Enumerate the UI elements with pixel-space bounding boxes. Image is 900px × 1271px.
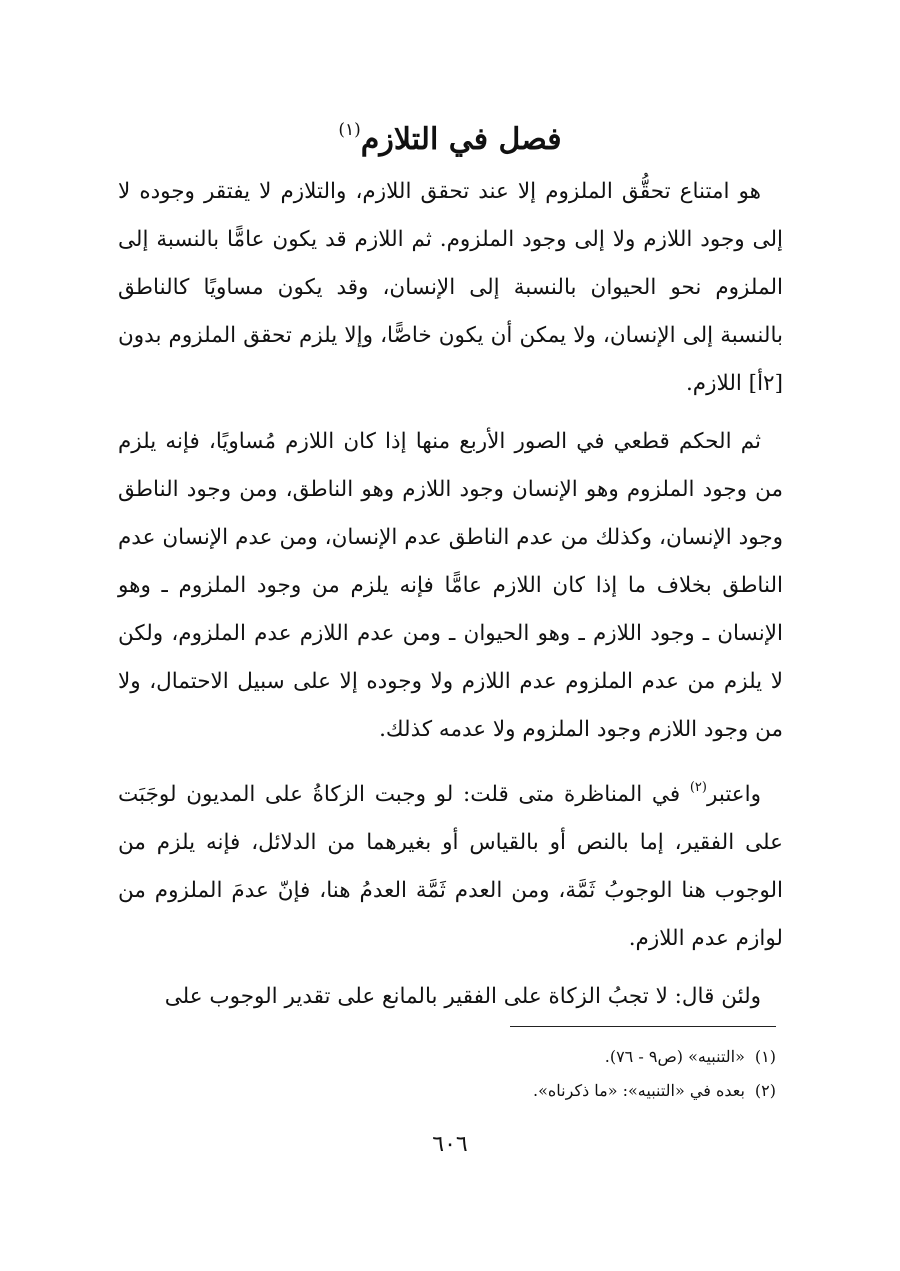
paragraph-3 <box>118 764 783 963</box>
paragraph-3-rest: في المناظرة متى قلت: لو وجبت الزكاةُ على المديون لوجَبَت على الفقير، إما بالنص أو بالقياس أو بغيرهما من الدلائل، فإنه يلزم من الوجوب هنا الوجوبُ ثَمَّة، ومن العدم ثَمَّة العدمُ هنا، فإنّ عدمَ الملزوم من لوازم عدم اللازم. <box>118 782 783 951</box>
page-number: ٦٠٦ <box>432 1132 468 1157</box>
chapter-heading-text: فصل في التلازم <box>360 122 562 157</box>
footnote-divider <box>510 1026 776 1027</box>
footnote-number: (١) <box>754 1047 776 1066</box>
main-text <box>118 168 783 1021</box>
footnote-number: (٢) <box>754 1081 776 1100</box>
paragraph-1: هو امتناع تحقُّق الملزوم إلا عند تحقق اللازم، والتلازم لا يفتقر وجوده لا إلى وجود اللازم ولا إلى وجود الملزوم. ثم اللازم قد يكون عامًّا بالنسبة إلى الملزوم نحو الحيوان بالنسبة إلى الإنسان، وقد يكون مساويًا كالناطق بالنسبة إلى الإنسان، ولا يمكن أن يكون خاصًّا، وإلا يلزم تحقق الملزوم بدون [٢أ] اللازم. <box>118 179 783 396</box>
chapter-heading <box>0 108 900 162</box>
footnote-text: «التنبيه» (ص٩ - ٧٦). <box>604 1047 745 1066</box>
footnote-ref-1: (١) <box>338 120 361 140</box>
footnote-ref-2: (٢) <box>689 780 707 795</box>
footnote-2 <box>430 1074 776 1108</box>
paragraph-3-start: واعتبر <box>706 782 761 807</box>
footnote-text: بعده في «التنبيه»: «ما ذكرناه». <box>533 1081 745 1100</box>
paragraph-2: ثم الحكم قطعي في الصور الأربع منها إذا كان اللازم مُساويًا، فإنه يلزم من وجود الملزوم وهو الإنسان وجود اللازم وهو الناطق، ومن وجود الناطق وجود الإنسان، وكذلك من عدم الناطق عدم الإنسان، ومن عدم الإنسان عدم الناطق بخلاف ما إذا كان اللازم عامًّا فإنه يلزم من وجود الملزوم ـ وهو الإنسان ـ وجود اللازم ـ وهو الحيوان ـ ومن عدم اللازم عدم الملزوم، ولكن لا يلزم من عدم الملزوم عدم اللازم ولا وجوده إلا على سبيل الاحتمال، ولا من وجود اللازم وجود الملزوم ولا عدمه كذلك. <box>118 429 783 742</box>
footnote-1 <box>430 1040 776 1074</box>
paragraph-4: ولئن قال: لا تجبُ الزكاة على الفقير بالمانع على تقدير الوجوب على <box>164 984 761 1009</box>
footnotes <box>430 1040 776 1108</box>
